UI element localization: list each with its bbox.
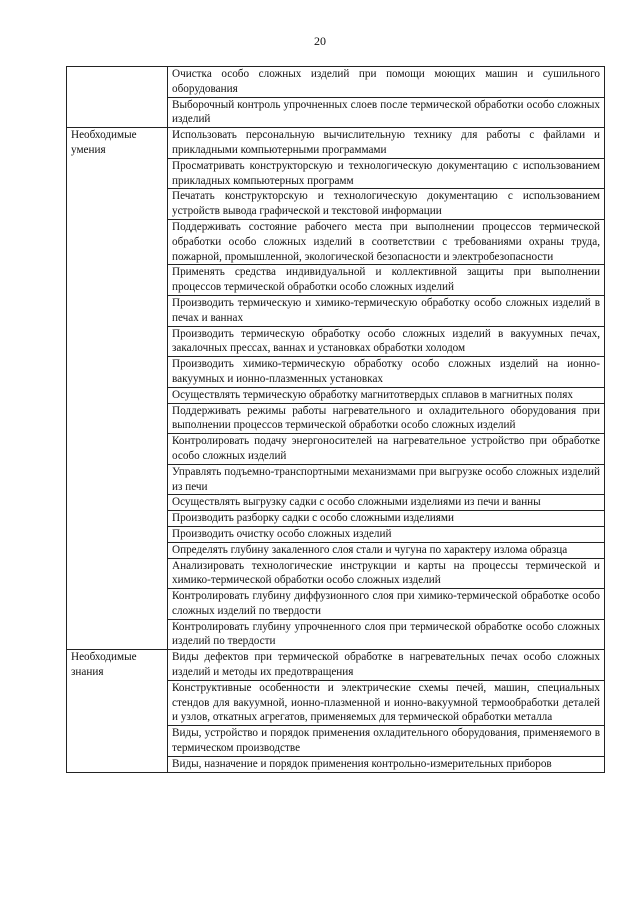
requirement-item: Выборочный контроль упрочненных слоев после термической обработки особо сложных изделий (168, 97, 605, 128)
requirement-item: Анализировать технологические инструкции и карты на процессы термической и химико-термической обработки особо сложных изделий (168, 558, 605, 589)
requirement-item: Применять средства индивидуальной и коллективной защиты при выполнении процессов термической обработки особо сложных изделий (168, 265, 605, 296)
section-label (67, 67, 168, 128)
requirement-item: Конструктивные особенности и электрические схемы печей, машин, специальных стендов для вакуумной, ионно-плазменной и ионно-вакуумной термообработки деталей и узлов, откатных агрегатов, применяемых для термической обработки металла (168, 680, 605, 725)
requirement-item: Производить термическую обработку особо сложных изделий в вакуумных печах, закалочных прессах, ваннах и установках обработки холодом (168, 326, 605, 357)
requirement-item: Контролировать глубину диффузионного слоя при химико-термической обработке особо сложных изделий по твердости (168, 589, 605, 620)
requirement-item: Печатать конструкторскую и технологическую документацию с использованием устройств вывода графической и текстовой информации (168, 189, 605, 220)
requirement-item: Поддерживать состояние рабочего места при выполнении процессов термической обработки особо сложных изделий в соответствии с требованиями охраны труда, пожарной, промышленной, экологической безопасности и электробезопасности (168, 219, 605, 264)
requirement-item: Определять глубину закаленного слоя стали и чугуна по характеру излома образца (168, 542, 605, 558)
requirement-item: Поддерживать режимы работы нагревательного и охладительного оборудования при выполнении процессов термической обработки особо сложных изделий (168, 403, 605, 434)
requirement-item: Просматривать конструкторскую и технологическую документацию с использованием прикладных компьютерных программ (168, 158, 605, 189)
requirement-item: Виды, устройство и порядок применения охладительного оборудования, применяемого в термическом производстве (168, 726, 605, 757)
section-label: Необходимые умения (67, 128, 168, 650)
table-row (67, 67, 605, 98)
requirement-item: Виды дефектов при термической обработке в нагревательных печах особо сложных изделий и методы их предотвращения (168, 650, 605, 681)
requirement-item: Использовать персональную вычислительную технику для работы с файлами и прикладными компьютерными программами (168, 128, 605, 159)
requirement-item: Очистка особо сложных изделий при помощи моющих машин и сушильного оборудования (168, 67, 605, 98)
page-number: 20 (314, 34, 326, 48)
requirement-item: Осуществлять термическую обработку магнитотвердых сплавов в магнитных полях (168, 387, 605, 403)
requirements-table (66, 66, 605, 773)
requirement-item: Производить химико-термическую обработку особо сложных изделий на ионно-вакуумных и ионно-плазменных установках (168, 357, 605, 388)
requirement-item: Контролировать глубину упрочненного слоя при термической обработке особо сложных изделий по твердости (168, 619, 605, 650)
requirement-item: Производить термическую и химико-термическую обработку особо сложных изделий в печах и ваннах (168, 295, 605, 326)
requirement-item: Осуществлять выгрузку садки с особо сложными изделиями из печи и ванны (168, 495, 605, 511)
requirement-item: Производить очистку особо сложных изделий (168, 526, 605, 542)
requirement-item: Производить разборку садки с особо сложными изделиями (168, 511, 605, 527)
section-label: Необходимые знания (67, 650, 168, 772)
requirement-item: Управлять подъемно-транспортными механизмами при выгрузке особо сложных изделий из печи (168, 464, 605, 495)
requirements-table-body (67, 67, 605, 773)
requirement-item: Контролировать подачу энергоносителей на нагревательное устройство при обработке особо сложных изделий (168, 434, 605, 465)
table-row (67, 128, 605, 159)
table-row (67, 650, 605, 681)
requirement-item: Виды, назначение и порядок применения контрольно-измерительных приборов (168, 756, 605, 772)
